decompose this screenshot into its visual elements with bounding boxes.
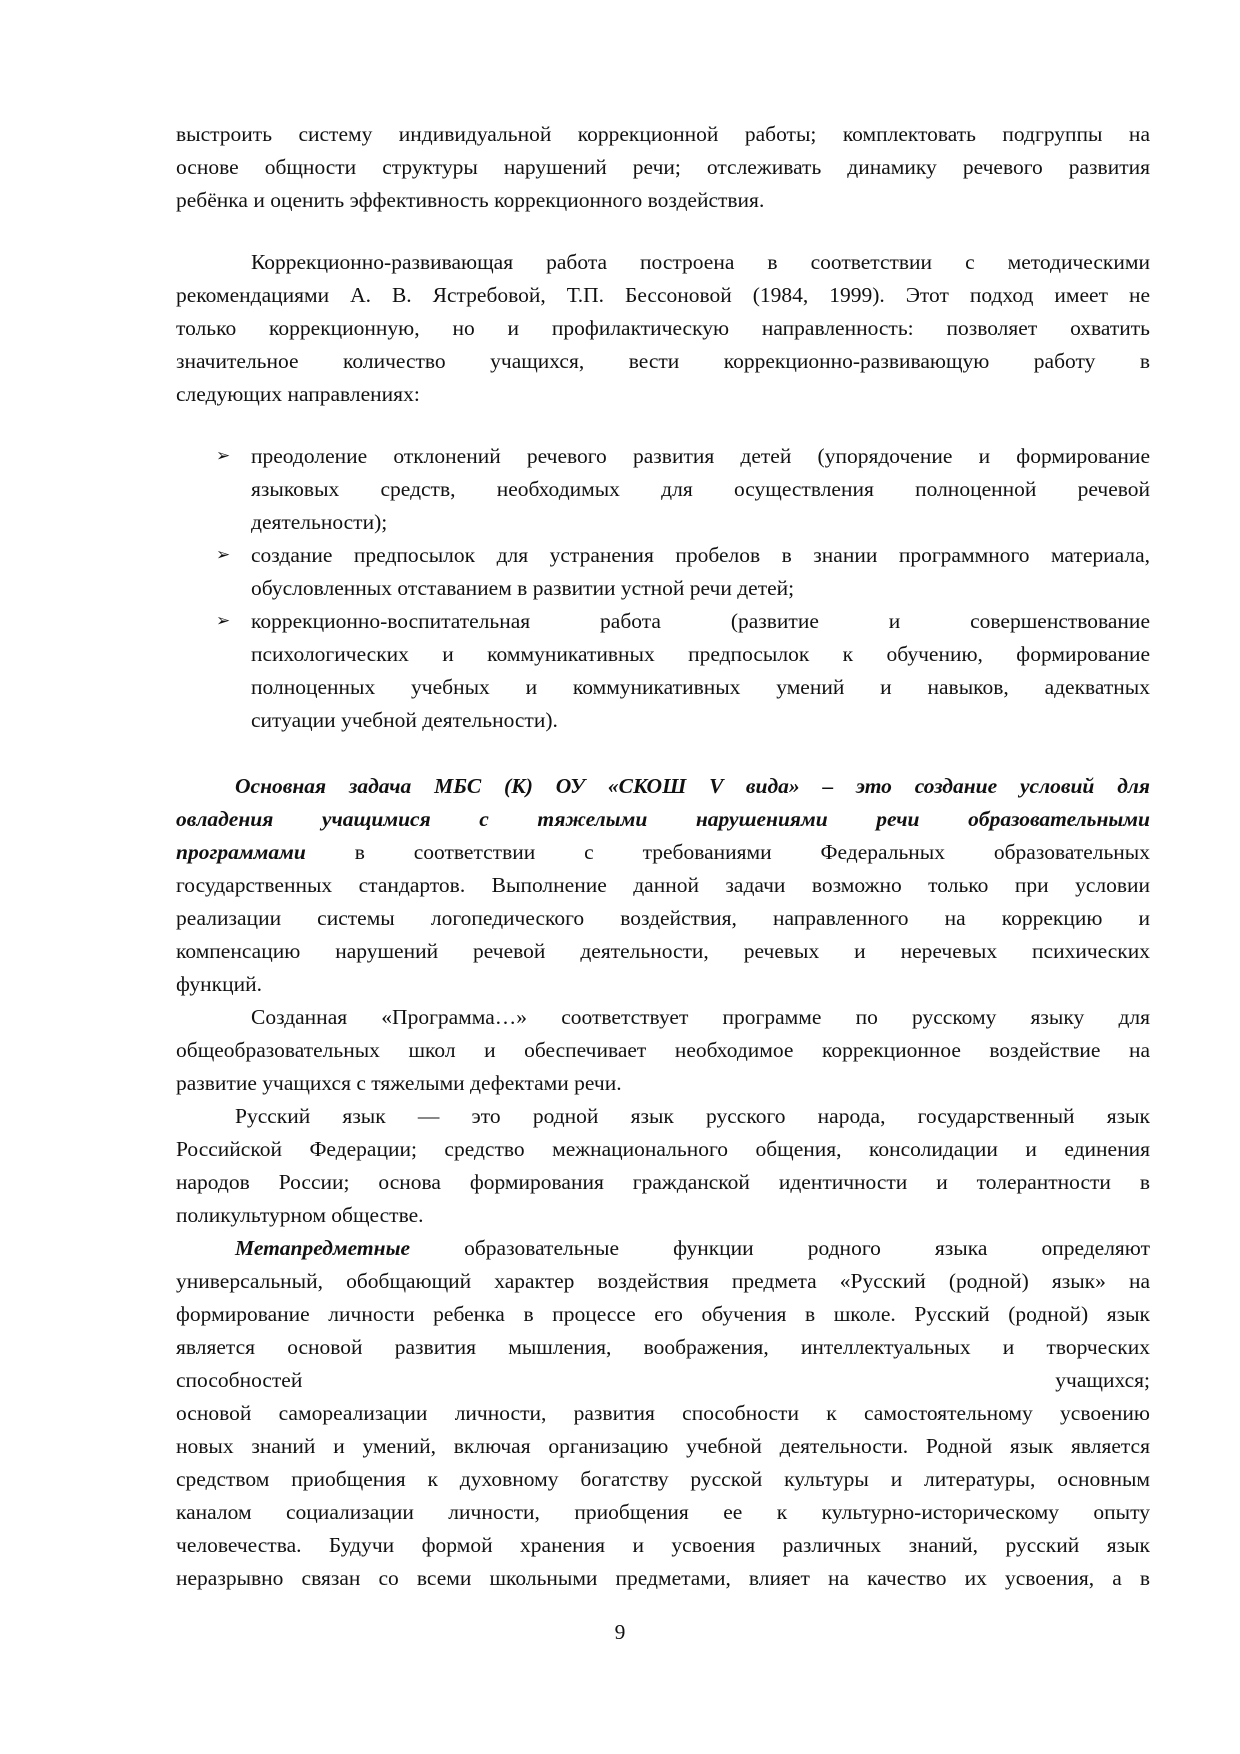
text-line — [176, 1364, 1150, 1397]
page-number: 9 — [614, 1620, 626, 1644]
text-line — [176, 1529, 1150, 1562]
text-line — [176, 1496, 1150, 1529]
text-line — [176, 836, 1150, 869]
text-segment: преодоление отклонений речевого развития детей (упорядочение и формирование — [251, 444, 1150, 468]
text-segment: основой самореализации личности, развития способности к самостоятельному усвоению — [176, 1401, 1150, 1425]
text-line — [176, 869, 1150, 902]
text-line — [176, 770, 1150, 803]
text-line — [176, 1430, 1150, 1463]
text-segment: неразрывно связан со всеми школьными предметами, влияет на качество их усвоения, а в — [176, 1566, 1150, 1590]
text-segment: человечества. Будучи формой хранения и усвоения различных знаний, русский язык — [176, 1533, 1150, 1557]
text-segment: универсальный, обобщающий характер воздействия предмета «Русский (родной) язык» на — [176, 1269, 1150, 1293]
text-line — [176, 935, 1150, 968]
list-item — [176, 605, 1150, 737]
text-line — [176, 506, 1150, 539]
text-line — [176, 440, 1150, 473]
text-segment: Русский язык — это родной язык русского народа, государственный язык — [235, 1104, 1150, 1128]
text-segment: каналом социализации личности, приобщения ее к культурно-историческому опыту — [176, 1500, 1150, 1524]
text-line — [176, 1100, 1150, 1133]
text-segment: общеобразовательных школ и обеспечивает необходимое коррекционное воздействие на — [176, 1038, 1150, 1062]
text-segment: формирование личности ребенка в процессе его обучения в школе. Русский (родной) язык — [176, 1302, 1150, 1326]
emphasis-text: Основная задача МБС (К) ОУ «СКОШ V вида» – это создание условий для — [235, 774, 1150, 798]
text-line — [176, 1034, 1150, 1067]
main-text — [176, 770, 1150, 1595]
arrow-bullet-icon: ➢ — [216, 611, 231, 631]
text-segment: ситуации учебной деятельности). — [251, 708, 558, 732]
text-segment: поликультурном обществе. — [176, 1203, 424, 1227]
text-segment: Российской Федерации; средство межнационального общения, консолидации и единения — [176, 1137, 1150, 1161]
text-segment: развитие учащихся с тяжелыми дефектами речи. — [176, 1071, 622, 1095]
paragraph — [176, 770, 1150, 1001]
text-line — [176, 1397, 1150, 1430]
text-segment: языковых средств, необходимых для осуществления полноценной речевой — [251, 477, 1150, 501]
list-item — [176, 440, 1150, 539]
text-segment: обусловленных отставанием в развитии устной речи детей; — [251, 576, 795, 600]
emphasis-text: программами — [176, 840, 306, 864]
paragraph — [176, 1232, 1150, 1595]
text-line — [176, 1166, 1150, 1199]
text-line — [176, 312, 1150, 345]
text-segment: способностей учащихся; — [176, 1368, 1150, 1392]
text-segment: компенсацию нарушений речевой деятельности, речевых и неречевых психических — [176, 939, 1150, 963]
text-line — [176, 1067, 1150, 1100]
paragraph — [176, 1001, 1150, 1100]
text-line — [176, 638, 1150, 671]
text-line — [176, 605, 1150, 638]
text-segment: функций. — [176, 972, 262, 996]
text-line — [176, 184, 1150, 217]
arrow-bullet-icon: ➢ — [216, 446, 231, 466]
text-line — [176, 572, 1150, 605]
text-segment: Коррекционно-развивающая работа построена в соответствии с методическими — [251, 250, 1150, 274]
text-line — [176, 671, 1150, 704]
text-line — [176, 345, 1150, 378]
text-segment: деятельности); — [251, 510, 388, 534]
text-segment: образовательные функции родного языка определяют — [410, 1236, 1150, 1260]
text-line — [176, 1001, 1150, 1034]
text-segment: психологических и коммуникативных предпосылок к обучению, формирование — [251, 642, 1150, 666]
text-line — [176, 151, 1150, 184]
text-line — [176, 1232, 1150, 1265]
text-line — [176, 803, 1150, 836]
text-line — [176, 1133, 1150, 1166]
text-segment: основе общности структуры нарушений речи; отслеживать динамику речевого развития — [176, 155, 1150, 179]
text-line — [176, 1199, 1150, 1232]
text-segment: создание предпосылок для устранения пробелов в знании программного материала, — [251, 543, 1150, 567]
text-segment: народов России; основа формирования гражданской идентичности и толерантности в — [176, 1170, 1150, 1194]
text-line — [176, 1265, 1150, 1298]
text-segment: полноценных учебных и коммуникативных умений и навыков, адекватных — [251, 675, 1150, 699]
text-line — [176, 902, 1150, 935]
emphasis-text: Метапредметные — [235, 1236, 411, 1260]
directions-list — [176, 440, 1150, 737]
text-line — [176, 246, 1150, 279]
arrow-bullet-icon: ➢ — [216, 545, 231, 565]
text-line — [176, 279, 1150, 312]
text-segment: значительное количество учащихся, вести коррекционно-развивающую работу в — [176, 349, 1150, 373]
paragraph — [176, 1100, 1150, 1232]
text-segment: выстроить систему индивидуальной коррекционной работы; комплектовать подгруппы на — [176, 122, 1150, 146]
text-segment: Созданная «Программа…» соответствует программе по русскому языку для — [251, 1005, 1150, 1029]
text-segment: только коррекционную, но и профилактическую направленность: позволяет охватить — [176, 316, 1150, 340]
list-item — [176, 539, 1150, 605]
text-line — [176, 378, 1150, 411]
text-line — [176, 704, 1150, 737]
text-segment: реализации системы логопедического воздействия, направленного на коррекцию и — [176, 906, 1150, 930]
text-line — [176, 968, 1150, 1001]
text-segment: является основой развития мышления, воображения, интеллектуальных и творческих — [176, 1335, 1150, 1359]
paragraph — [176, 118, 1150, 217]
text-segment: в соответствии с требованиями Федеральных образовательных — [305, 840, 1150, 864]
methodology-paragraph — [176, 246, 1150, 411]
text-line — [176, 1562, 1150, 1595]
text-segment: новых знаний и умений, включая организацию учебной деятельности. Родной язык является — [176, 1434, 1150, 1458]
text-segment: средством приобщения к духовному богатству русской культуры и литературы, основным — [176, 1467, 1150, 1491]
intro-continuation — [176, 118, 1150, 217]
text-segment: ребёнка и оценить эффективность коррекционного воздействия. — [176, 188, 765, 212]
text-line — [176, 1463, 1150, 1496]
text-segment: коррекционно-воспитательная работа (развитие и совершенствование — [251, 609, 1150, 633]
text-segment: следующих направлениях: — [176, 382, 420, 406]
text-line — [176, 473, 1150, 506]
text-line — [176, 118, 1150, 151]
text-segment: государственных стандартов. Выполнение данной задачи возможно только при условии — [176, 873, 1150, 897]
paragraph — [176, 246, 1150, 411]
text-line — [176, 1298, 1150, 1331]
text-segment: рекомендациями А. В. Ястребовой, Т.П. Бессоновой (1984, 1999). Этот подход имеет не — [176, 283, 1150, 307]
emphasis-text: овладения учащимися с тяжелыми нарушениями речи образовательными — [176, 807, 1150, 831]
text-line — [176, 539, 1150, 572]
text-line — [176, 1331, 1150, 1364]
